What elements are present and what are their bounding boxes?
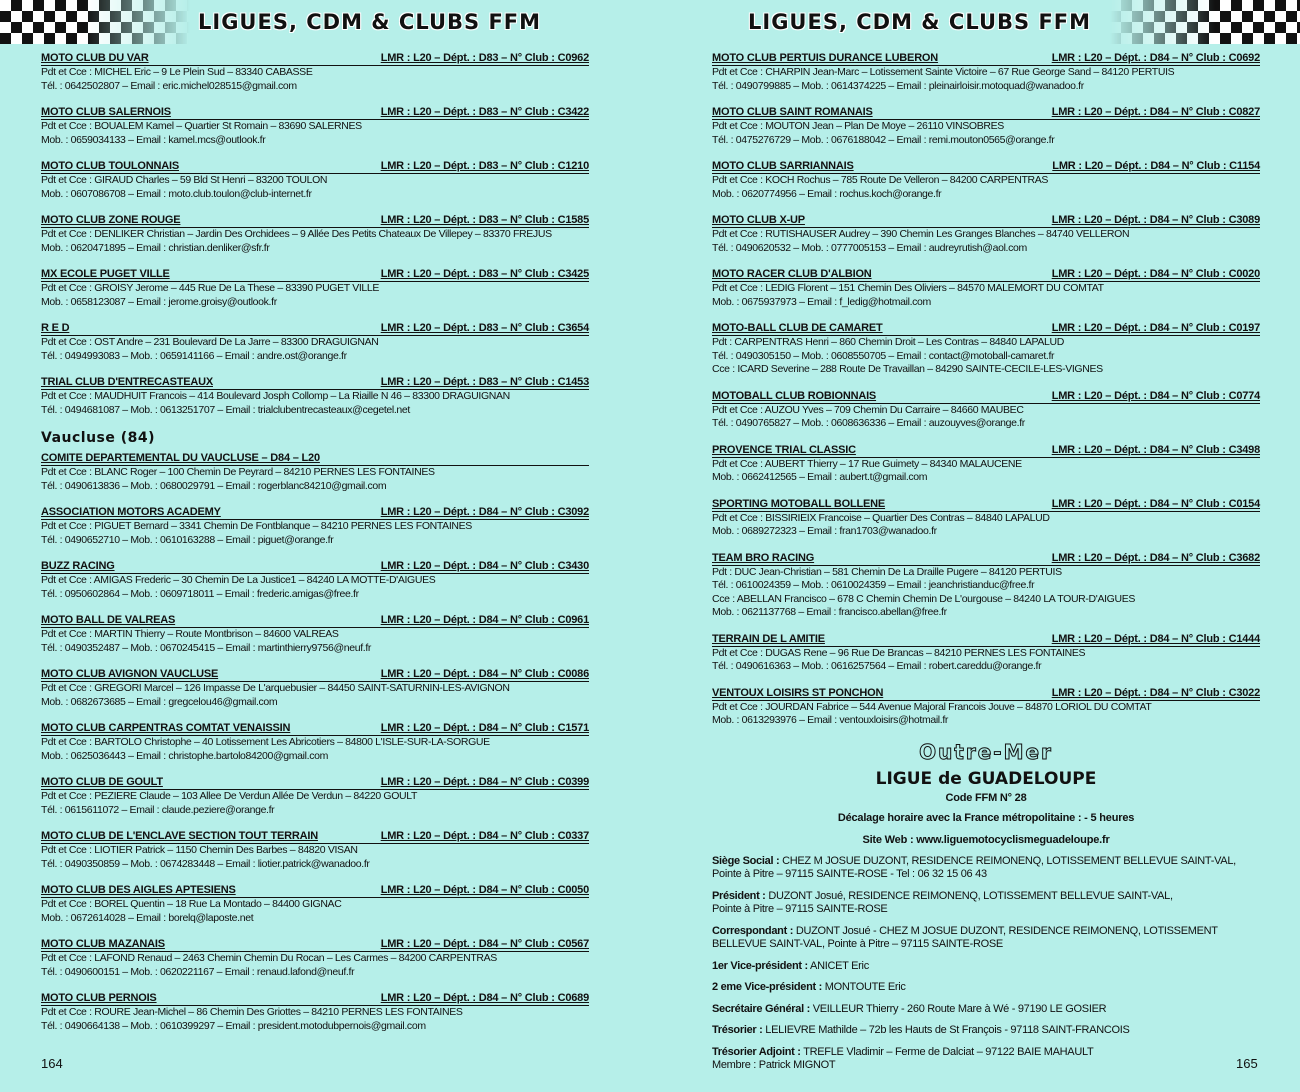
club-header (712, 160, 1260, 174)
club-contact-line: Tél. : 0642502807 – Email : eric.michel028515@gmail.com (41, 79, 297, 92)
club-header (41, 452, 589, 466)
club-contact-line: Tél. : 0615611072 – Email : claude.peziere@orange.fr (41, 803, 275, 816)
checkered-flag-right (1110, 0, 1300, 44)
club-contact-line: Pdt et Cce : GREGORI Marcel – 126 Impasse De L'arquebusier – 84450 SAINT-SATURNIN-LES-AVIGNON (41, 682, 510, 694)
club-name: VENTOUX LOISIRS ST PONCHON (712, 686, 884, 699)
club-list-vaucluse-continued (712, 52, 1260, 728)
club-entry (712, 390, 1260, 431)
club-entry (41, 52, 589, 93)
club-entry (41, 722, 589, 763)
club-code: LMR : L20 – Dépt. : D83 – N° Club : C1585 (380, 214, 589, 226)
club-header (41, 160, 589, 174)
club-header (41, 268, 589, 282)
club-entry (712, 687, 1260, 728)
ligue-info-text: LELIEVRE Mathilde – 72b les Hauts de St François - 97118 SAINT-FRANCOIS (762, 1024, 1130, 1036)
club-list-var (41, 52, 589, 417)
club-name: MOTO CLUB X-UP (712, 214, 805, 226)
ligue-info-extra-line: Pointe à Pitre – 97115 SAINTE-ROSE - Tel : 06 32 15 06 43 (712, 868, 987, 880)
right-page (650, 0, 1300, 1092)
site-web: Site Web : www.liguemotocyclismeguadeloupe.fr (862, 833, 1110, 846)
ligue-info-label: Trésorier Adjoint : (712, 1045, 801, 1058)
club-contact-line: Pdt et Cce : AMIGAS Frederic – 30 Chemin De La Justice1 – 84240 LA MOTTE-D'AIGUES (41, 574, 436, 586)
club-header (41, 992, 589, 1006)
club-code: LMR : L20 – Dépt. : D84 – N° Club : C0692 (1051, 52, 1260, 64)
club-entry (712, 106, 1260, 147)
club-entry (41, 668, 589, 709)
left-content (41, 52, 589, 1046)
club-name: MOTO CLUB DES AIGLES APTESIENS (41, 884, 236, 896)
club-header (41, 668, 589, 682)
club-contact-line: Tél. : 0490799885 – Mob. : 0614374225 – Email : pleinairloisir.motoquad@wanadoo.fr (712, 79, 1084, 92)
club-contact-line: Mob. : 0625036443 – Email : christophe.bartolo84200@gmail.com (41, 749, 328, 762)
club-header (712, 687, 1260, 701)
club-contact-line: Pdt et Cce : MOUTON Jean – Plan De Moye – 26110 VINSOBRES (712, 120, 1004, 132)
club-list-vaucluse (41, 452, 589, 1033)
club-header (41, 506, 589, 520)
club-contact-line: Mob. : 0620471895 – Email : christian.denliker@sfr.fr (41, 241, 270, 254)
club-entry (41, 452, 589, 493)
club-contact-line: Pdt et Cce : MARTIN Thierry – Route Montbrison – 84600 VALREAS (41, 628, 339, 640)
club-contact-line: Pdt et Cce : GIRAUD Charles – 59 Bld St Henri – 83200 TOULON (41, 174, 328, 186)
club-entry (712, 498, 1260, 539)
club-name: MX ECOLE PUGET VILLE (41, 268, 170, 280)
club-code: LMR : L20 – Dépt. : D84 – N° Club : C0567 (380, 938, 589, 950)
club-header (41, 938, 589, 952)
club-contact-line: Pdt et Cce : RUTISHAUSER Audrey – 390 Chemin Les Granges Blanches – 84740 VELLERON (712, 228, 1130, 240)
club-name: MOTO CLUB SALERNOIS (41, 106, 171, 118)
ligue-info-label: Siège Social : (712, 854, 780, 867)
club-name: MOTO CLUB MAZANAIS (41, 938, 165, 950)
club-header (41, 106, 589, 120)
club-contact-line: Pdt et Cce : BOREL Quentin – 18 Rue La Montado – 84400 GIGNAC (41, 898, 342, 910)
club-name: MOTO RACER CLUB D'ALBION (712, 268, 872, 280)
club-code: LMR : L20 – Dépt. : D84 – N° Club : C3430 (380, 560, 589, 572)
club-contact-line: Tél. : 0490620532 – Mob. : 0777005153 – Email : audreyrutish@aol.com (712, 241, 1027, 254)
club-contact-line: Pdt et Cce : AUZOU Yves – 709 Chemin Du Carraire – 84660 MAUBEC (712, 403, 1024, 416)
club-code: LMR : L20 – Dépt. : D84 – N° Club : C1444 (1051, 632, 1260, 645)
ligue-info-extra-line: Pointe à Pitre – 97115 SAINTE-ROSE (712, 903, 888, 915)
club-entry (41, 160, 589, 201)
club-entry (41, 106, 589, 147)
club-contact-line: Cce : ABELLAN Francisco – 678 C Chemin Chemin De L'ourgouse – 84240 LA TOUR-D'AIGUES (712, 592, 1136, 605)
club-code: LMR : L20 – Dépt. : D84 – N° Club : C0154 (1051, 497, 1260, 510)
club-contact-line: Mob. : 0607086708 – Email : moto.club.toulon@club-internet.fr (41, 187, 312, 200)
club-header (712, 268, 1260, 282)
ligue-info-text: ANICET Eric (807, 959, 869, 972)
club-entry (41, 938, 589, 979)
club-contact-line: Pdt et Cce : GROISY Jerome – 445 Rue De La These – 83390 PUGET VILLE (41, 282, 380, 294)
right-content (712, 52, 1260, 1073)
club-header (41, 214, 589, 228)
club-contact-line: Mob. : 0662412565 – Email : aubert.t@gmail.com (712, 471, 928, 483)
club-entry (41, 776, 589, 817)
ligue-info-text: CHEZ M JOSUE DUZONT, RESIDENCE REIMONENQ, LOTISSEMENT BELLEVUE SAINT-VAL, (779, 854, 1236, 867)
club-name: BUZZ RACING (41, 560, 115, 572)
club-contact-line: Mob. : 0658123087 – Email : jerome.groisy@outlook.fr (41, 295, 277, 308)
club-code: LMR : L20 – Dépt. : D84 – N° Club : C1571 (380, 722, 589, 734)
club-code: LMR : L20 – Dépt. : D84 – N° Club : C0774 (1051, 389, 1260, 402)
club-entry (41, 830, 589, 871)
club-header (712, 214, 1260, 228)
club-contact-line: Pdt : CARPENTRAS Henri – 860 Chemin Droit – Les Contras – 84840 LAPALUD (712, 336, 1064, 348)
club-contact-line: Pdt et Cce : BLANC Roger – 100 Chemin De Peyrard – 84210 PERNES LES FONTAINES (41, 466, 435, 478)
page-number-left: 164 (41, 1056, 63, 1071)
checkered-flag-left (0, 0, 190, 44)
club-header (712, 390, 1260, 404)
club-contact-line: Mob. : 0672614028 – Email : borelq@laposte.net (41, 911, 254, 924)
club-code: LMR : L20 – Dépt. : D84 – N° Club : C0020 (1051, 268, 1260, 280)
club-code: LMR : L20 – Dépt. : D84 – N° Club : C3089 (1051, 214, 1260, 226)
ligue-info-item (712, 890, 1260, 917)
club-contact-line: Tél. : 0490350859 – Mob. : 0674283448 – Email : liotier.patrick@wanadoo.fr (41, 857, 370, 870)
club-contact-line: Pdt : DUC Jean-Christian – 581 Chemin De La Draille Pugere – 84120 PERTUIS (712, 565, 1062, 578)
club-header (41, 560, 589, 574)
club-header (41, 322, 589, 336)
club-contact-line: Pdt et Cce : OST Andre – 231 Boulevard De La Jarre – 83300 DRAGUIGNAN (41, 336, 379, 348)
club-code: LMR : L20 – Dépt. : D83 – N° Club : C1210 (380, 160, 589, 172)
club-header (712, 552, 1260, 566)
club-contact-line: Mob. : 0613293976 – Email : ventouxloisirs@hotmail.fr (712, 714, 949, 726)
ligue-info-extra-line: BELLEVUE SAINT-VAL, Pointe à Pitre – 97115 SAINTE-ROSE (712, 938, 1003, 950)
ligue-info-label: Secrétaire Général : (712, 1002, 810, 1015)
ligue-info-item (712, 925, 1260, 952)
club-name: MOTO CLUB TOULONNAIS (41, 160, 179, 172)
club-code: LMR : L20 – Dépt. : D84 – N° Club : C0827 (1051, 106, 1260, 118)
club-name: MOTO CLUB SARRIANNAIS (712, 160, 854, 172)
club-code: LMR : L20 – Dépt. : D83 – N° Club : C1453 (380, 376, 589, 388)
club-code: LMR : L20 – Dépt. : D84 – N° Club : C0961 (380, 614, 589, 626)
club-name: ASSOCIATION MOTORS ACADEMY (41, 506, 221, 518)
club-entry (41, 992, 589, 1033)
club-header (41, 52, 589, 66)
club-contact-line: Mob. : 0675937973 – Email : f_ledig@hotmail.com (712, 295, 931, 308)
club-contact-line: Tél. : 0475276729 – Mob. : 0676188042 – Email : remi.mouton0565@orange.fr (712, 133, 1055, 146)
club-entry (41, 884, 589, 925)
page-header-right: LIGUES, CDM & CLUBS FFM (748, 10, 1092, 34)
club-entry (41, 560, 589, 601)
club-contact-line: Cce : ICARD Severine – 288 Route De Travaillan – 84290 SAINTE-CECILE-LES-VIGNES (712, 363, 1103, 375)
club-code: LMR : L20 – Dépt. : D83 – N° Club : C3425 (380, 268, 589, 280)
club-name: SPORTING MOTOBALL BOLLENE (712, 497, 886, 510)
club-contact-line: Pdt et Cce : MAUDHUIT Francois – 414 Boulevard Josph Collomp – La Riaille N 46 – 83300 DRAGUIGNAN (41, 390, 510, 402)
ligue-info-item (712, 1046, 1260, 1073)
club-contact-line: Mob. : 0682673685 – Email : gregcelou46@gmail.com (41, 695, 278, 708)
club-header (712, 106, 1260, 120)
club-name: TEAM BRO RACING (712, 551, 815, 564)
outremer-title: Outre-Mer (919, 739, 1053, 764)
club-code: LMR : L20 – Dépt. : D84 – N° Club : C0050 (380, 884, 589, 896)
code-ffm: Code FFM N° 28 (945, 791, 1027, 804)
club-entry (41, 614, 589, 655)
ligue-info-text: DUZONT Josué, RESIDENCE REIMONENQ, LOTISSEMENT BELLEVUE SAINT-VAL, (765, 889, 1173, 902)
page-header-left: LIGUES, CDM & CLUBS FFM (198, 10, 542, 34)
club-contact-line: Mob. : 0659034133 – Email : kamel.mcs@outlook.fr (41, 133, 266, 146)
club-contact-line: Tél. : 0490600151 – Mob. : 0620221167 – Email : renaud.lafond@neuf.fr (41, 965, 355, 978)
club-contact-line: Pdt et Cce : BOUALEM Kamel – Quartier St Romain – 83690 SALERNES (41, 120, 362, 132)
club-code: LMR : L20 – Dépt. : D83 – N° Club : C3654 (380, 322, 589, 334)
club-contact-line: Pdt et Cce : PEZIERE Claude – 103 Allee De Verdun Allée De Verdun – 84220 GOULT (41, 790, 418, 802)
club-entry (712, 160, 1260, 201)
club-header (41, 830, 589, 844)
club-header (712, 498, 1260, 512)
club-contact-line: Pdt et Cce : BARTOLO Christophe – 40 Lotissement Les Abricotiers – 84800 L'ISLE-SUR-LA-SORGUE (41, 736, 490, 748)
club-contact-line: Tél. : 0610024359 – Mob. : 0610024359 – Email : jeanchristianduc@free.fr (712, 579, 1035, 591)
club-name: MOTO CLUB PERTUIS DURANCE LUBERON (712, 52, 939, 64)
club-header (41, 376, 589, 390)
club-name: MOTO CLUB CARPENTRAS COMTAT VENAISSIN (41, 722, 291, 734)
club-entry (712, 214, 1260, 255)
ligue-info-item (712, 1003, 1260, 1017)
ligue-info-label: Correspondant : (712, 924, 794, 937)
club-code: LMR : L20 – Dépt. : D83 – N° Club : C0962 (380, 52, 589, 64)
club-contact-line: Mob. : 0621137768 – Email : francisco.abellan@free.fr (712, 606, 947, 618)
club-code: LMR : L20 – Dépt. : D83 – N° Club : C3422 (380, 106, 589, 118)
club-contact-line: Tél. : 0490613836 – Mob. : 0680029791 – Email : rogerblanc84210@gmail.com (41, 479, 387, 492)
club-contact-line: Pdt et Cce : LIOTIER Patrick – 1150 Chemin Des Barbes – 84820 VISAN (41, 844, 358, 856)
club-entry (712, 268, 1260, 309)
club-contact-line: Pdt et Cce : ROURE Jean-Michel – 86 Chemin Des Griottes – 84210 PERNES LES FONTAINES (41, 1006, 463, 1018)
ligue-info-text: TREFLE Vladimir – Ferme de Dalciat – 97122 BAIE MAHAULT (800, 1045, 1094, 1058)
club-contact-line: Tél. : 0490305150 – Mob. : 0608550705 – Email : contact@motoball-camaret.fr (712, 349, 1055, 362)
ligue-info-text: DUZONT Josué - CHEZ M JOSUE DUZONT, RESIDENCE REIMONENQ, LOTISSEMENT (793, 924, 1218, 937)
club-contact-line: Pdt et Cce : DENLIKER Christian – Jardin Des Orchidees – 9 Allée Des Petits Chateaux De Villepey – 83370 FREJUS (41, 228, 552, 240)
club-code: LMR : L20 – Dépt. : D84 – N° Club : C0086 (380, 668, 589, 680)
club-contact-line: Mob. : 0689272323 – Email : fran1703@wanadoo.fr (712, 525, 937, 537)
ligue-info-list (712, 855, 1260, 1073)
ligue-info-label: 1er Vice-président : (712, 959, 808, 972)
ligue-info-text: VEILLEUR Thierry - 260 Route Mare à Wé - 97190 LE GOSIER (809, 1002, 1107, 1015)
club-contact-line: Pdt et Cce : JOURDAN Fabrice – 544 Avenue Majoral Francois Jouve – 84870 LORIOL DU COMTAT (712, 700, 1152, 713)
ligue-info-item (712, 1024, 1260, 1038)
club-code: LMR : L20 – Dépt. : D84 – N° Club : C1154 (1052, 160, 1260, 172)
club-contact-line: Tél. : 0490765827 – Mob. : 0608636336 – Email : auzouyves@orange.fr (712, 417, 1025, 429)
club-header (41, 722, 589, 736)
club-name: MOTO CLUB PERNOIS (41, 992, 157, 1004)
ligue-info-item (712, 981, 1260, 995)
club-header (41, 614, 589, 628)
club-name: MOTO BALL DE VALREAS (41, 614, 176, 626)
club-name: R E D (41, 322, 70, 334)
club-entry (41, 506, 589, 547)
club-name: MOTO CLUB DE L'ENCLAVE SECTION TOUT TERRAIN (41, 830, 318, 842)
club-contact-line: Tél. : 0490664138 – Mob. : 0610399297 – Email : president.motodubpernois@gmail.com (41, 1019, 426, 1032)
club-header (41, 776, 589, 790)
club-name: MOTO CLUB ZONE ROUGE (41, 214, 181, 226)
club-header (712, 633, 1260, 647)
club-entry (41, 376, 589, 417)
club-header (712, 52, 1260, 66)
club-name: MOTO-BALL CLUB DE CAMARET (712, 322, 883, 334)
club-contact-line: Tél. : 0490616363 – Mob. : 0616257564 – Email : robert.careddu@orange.fr (712, 660, 1042, 672)
club-contact-line: Pdt et Cce : BISSIRIEIX Francoise – Quartier Des Contras – 84840 LAPALUD (712, 511, 1050, 524)
ligue-info-label: Président : (712, 889, 766, 902)
club-entry (712, 444, 1260, 485)
club-contact-line: Pdt et Cce : PIGUET Bernard – 3341 Chemin De Fontblanque – 84210 PERNES LES FONTAINES (41, 520, 472, 532)
club-name: COMITE DEPARTEMENTAL DU VAUCLUSE – D84 – L20 (41, 452, 320, 464)
club-header (712, 444, 1260, 458)
club-code: LMR : L20 – Dépt. : D84 – N° Club : C3022 (1051, 686, 1260, 699)
club-entry (712, 633, 1260, 674)
club-name: TRIAL CLUB D'ENTRECASTEAUX (41, 376, 213, 388)
club-name: MOTO CLUB DE GOULT (41, 776, 163, 788)
club-code: LMR : L20 – Dépt. : D84 – N° Club : C0689 (380, 992, 589, 1004)
decalage-horaire: Décalage horaire avec la France métropolitaine : - 5 heures (837, 811, 1135, 824)
club-code: LMR : L20 – Dépt. : D84 – N° Club : C0337 (380, 830, 589, 842)
club-contact-line: Tél. : 0494681087 – Mob. : 0613251707 – Email : trialclubentrecasteaux@cegetel.net (41, 403, 410, 416)
ligue-info-extra-line: Membre : Patrick MIGNOT (712, 1059, 836, 1071)
club-code: LMR : L20 – Dépt. : D84 – N° Club : C3682 (1051, 551, 1260, 564)
club-name: MOTO CLUB DU VAR (41, 52, 149, 64)
club-code: LMR : L20 – Dépt. : D84 – N° Club : C0399 (380, 776, 589, 788)
club-contact-line: Tél. : 0490652710 – Mob. : 0610163288 – Email : piguet@orange.fr (41, 533, 334, 546)
club-contact-line: Pdt et Cce : DUGAS Rene – 96 Rue De Brancas – 84210 PERNES LES FONTAINES (712, 646, 1086, 659)
club-contact-line: Pdt et Cce : KOCH Rochus – 785 Route De Velleron – 84200 CARPENTRAS (712, 174, 1049, 186)
ligue-info-item (712, 855, 1260, 882)
club-entry (41, 214, 589, 255)
ligue-info-text: MONTOUTE Eric (821, 981, 906, 993)
club-entry (41, 268, 589, 309)
club-contact-line: Mob. : 0620774956 – Email : rochus.koch@orange.fr (712, 187, 942, 200)
club-contact-line: Pdt et Cce : LAFOND Renaud – 2463 Chemin Chemin Du Rocan – Les Carmes – 84200 CARPENTRAS (41, 952, 497, 964)
club-entry (41, 322, 589, 363)
club-contact-line: Pdt et Cce : AUBERT Thierry – 17 Rue Guimety – 84340 MALAUCENE (712, 457, 1022, 470)
club-contact-line: Tél. : 0490352487 – Mob. : 0670245415 – Email : martinthierry9756@neuf.fr (41, 641, 372, 654)
club-code: LMR : L20 – Dépt. : D84 – N° Club : C0197 (1051, 322, 1260, 334)
club-name: MOTOBALL CLUB ROBIONNAIS (712, 389, 877, 402)
club-contact-line: Pdt et Cce : MICHEL Eric – 9 Le Plein Sud – 83340 CABASSE (41, 66, 313, 78)
club-contact-line: Pdt et Cce : LEDIG Florent – 151 Chemin Des Oliviers – 84570 MALEMORT DU COMTAT (712, 282, 1104, 294)
ligue-info-label: 2 eme Vice-président : (712, 981, 822, 993)
club-entry (712, 552, 1260, 620)
club-name: TERRAIN DE L AMITIE (712, 632, 825, 645)
club-code: LMR : L20 – Dépt. : D84 – N° Club : C3498 (1051, 443, 1260, 456)
club-header (41, 884, 589, 898)
section-title-vaucluse: Vaucluse (84) (41, 430, 156, 446)
ligue-info-label: Trésorier : (712, 1024, 763, 1036)
club-name: MOTO CLUB SAINT ROMANAIS (712, 106, 873, 118)
club-name: PROVENCE TRIAL CLASSIC (712, 443, 856, 456)
club-contact-line: Tél. : 0494993083 – Mob. : 0659141166 – Email : andre.ost@orange.fr (41, 349, 347, 362)
club-header (712, 322, 1260, 336)
ligue-title: LIGUE de GUADELOUPE (875, 768, 1097, 789)
page-number-right: 165 (1236, 1056, 1258, 1071)
ligue-info-item (712, 960, 1260, 974)
club-entry (712, 52, 1260, 93)
club-contact-line: Tél. : 0950602864 – Mob. : 0609718011 – Email : frederic.amigas@free.fr (41, 587, 359, 600)
club-code: LMR : L20 – Dépt. : D84 – N° Club : C3092 (380, 506, 589, 518)
club-entry (712, 322, 1260, 377)
club-name: MOTO CLUB AVIGNON VAUCLUSE (41, 668, 219, 680)
club-contact-line: Pdt et Cce : CHARPIN Jean-Marc – Lotissement Sainte Victoire – 67 Rue George Sand – 84120 PERTUIS (712, 66, 1175, 78)
